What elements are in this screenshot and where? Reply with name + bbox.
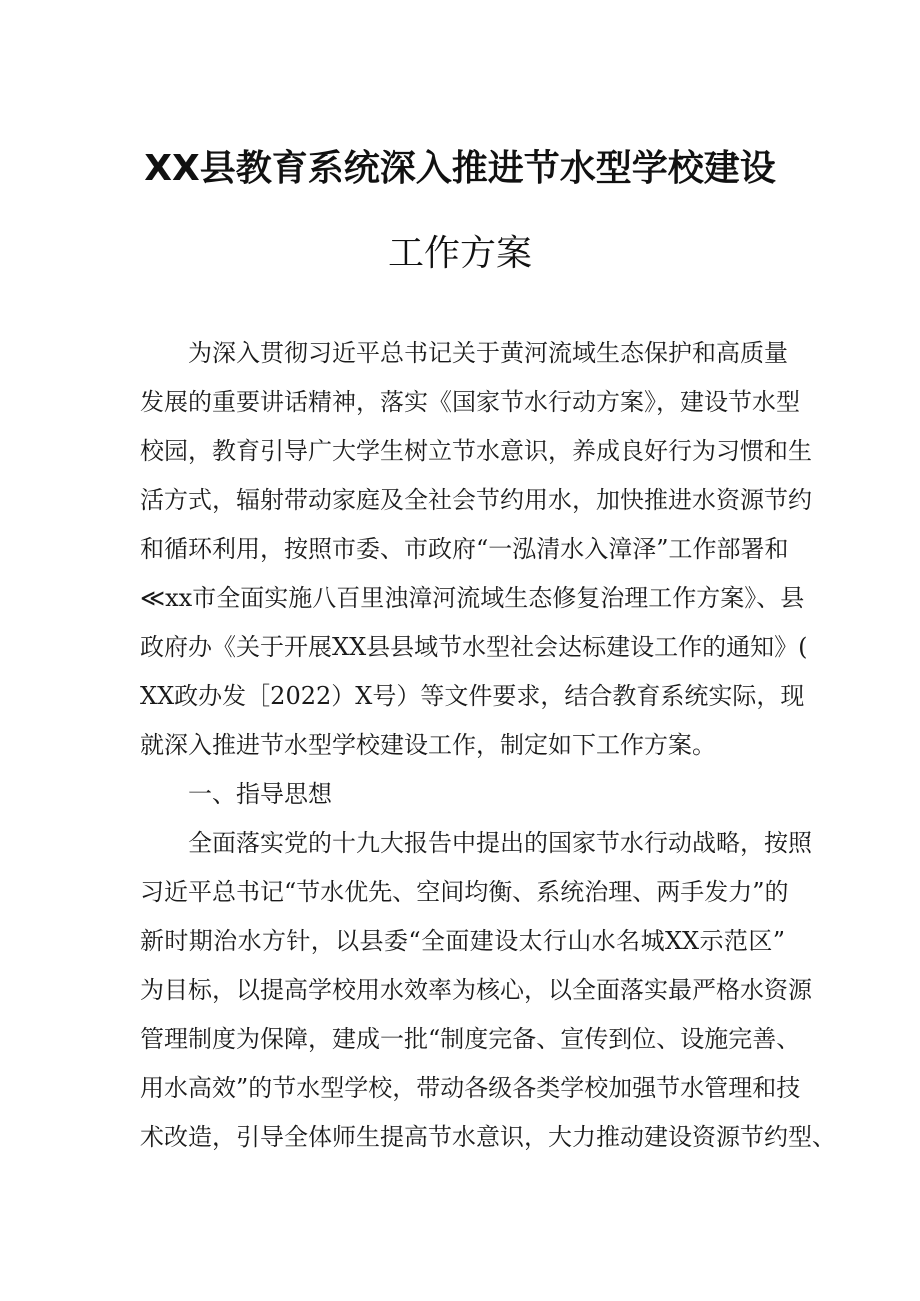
paragraph-1-line-2: 发展的重要讲话精神，落实《国家节水行动方案》，建设节水型 [140, 388, 800, 416]
paragraph-1-line-7: 政府办《关于开展XX县县域节水型社会达标建设工作的通知》( [140, 633, 808, 661]
paragraph-2-line-7: 术改造，引导全体师生提高节水意识，大力推动建设资源节约型、 [140, 1123, 836, 1151]
paragraph-1-line-4: 活方式，辐射带动家庭及全社会节约用水，加快推进水资源节约 [140, 486, 812, 514]
paragraph-2-line-4: 为目标，以提高学校用水效率为核心，以全面落实最严格水资源 [140, 976, 812, 1004]
section-heading-guiding-ideology: 一、指导思想 [188, 780, 332, 808]
paragraph-2-line-2: 习近平总书记“节水优先、空间均衡、系统治理、两手发力”的 [140, 878, 789, 906]
document-title-line-2: 工作方案 [387, 233, 532, 274]
paragraph-1-line-8: XX政办发［2022）X号）等文件要求，结合教育系统实际，现 [140, 682, 805, 710]
paragraph-2-line-1: 全面落实党的十九大报告中提出的国家节水行动战略，按照 [188, 829, 812, 857]
paragraph-2-line-6: 用水高效”的节水型学校，带动各级各类学校加强节水管理和技 [140, 1074, 801, 1102]
document-title-line-1: XX县教育系统深入推进节水型学校建设 [144, 148, 776, 189]
paragraph-2-line-5: 管理制度为保障，建成一批“制度完备、宣传到位、设施完善、 [140, 1025, 801, 1053]
paragraph-1-line-6: ≪xx市全面实施八百里浊漳河流域生态修复治理工作方案》、县 [140, 584, 805, 612]
paragraph-1-line-3: 校园，教育引导广大学生树立节水意识，养成良好行为习惯和生 [140, 437, 812, 465]
paragraph-1-line-9: 就深入推进节水型学校建设工作，制定如下工作方案。 [140, 731, 716, 759]
paragraph-1-line-1: 为深入贯彻习近平总书记关于黄河流域生态保护和高质量 [188, 339, 788, 367]
paragraph-2-line-3: 新时期治水方针，以县委“全面建设太行山水名城XX示范区” [140, 927, 785, 955]
paragraph-1-line-5: 和循环利用，按照市委、市政府“一泓清水入漳泽”工作部署和 [140, 535, 789, 563]
